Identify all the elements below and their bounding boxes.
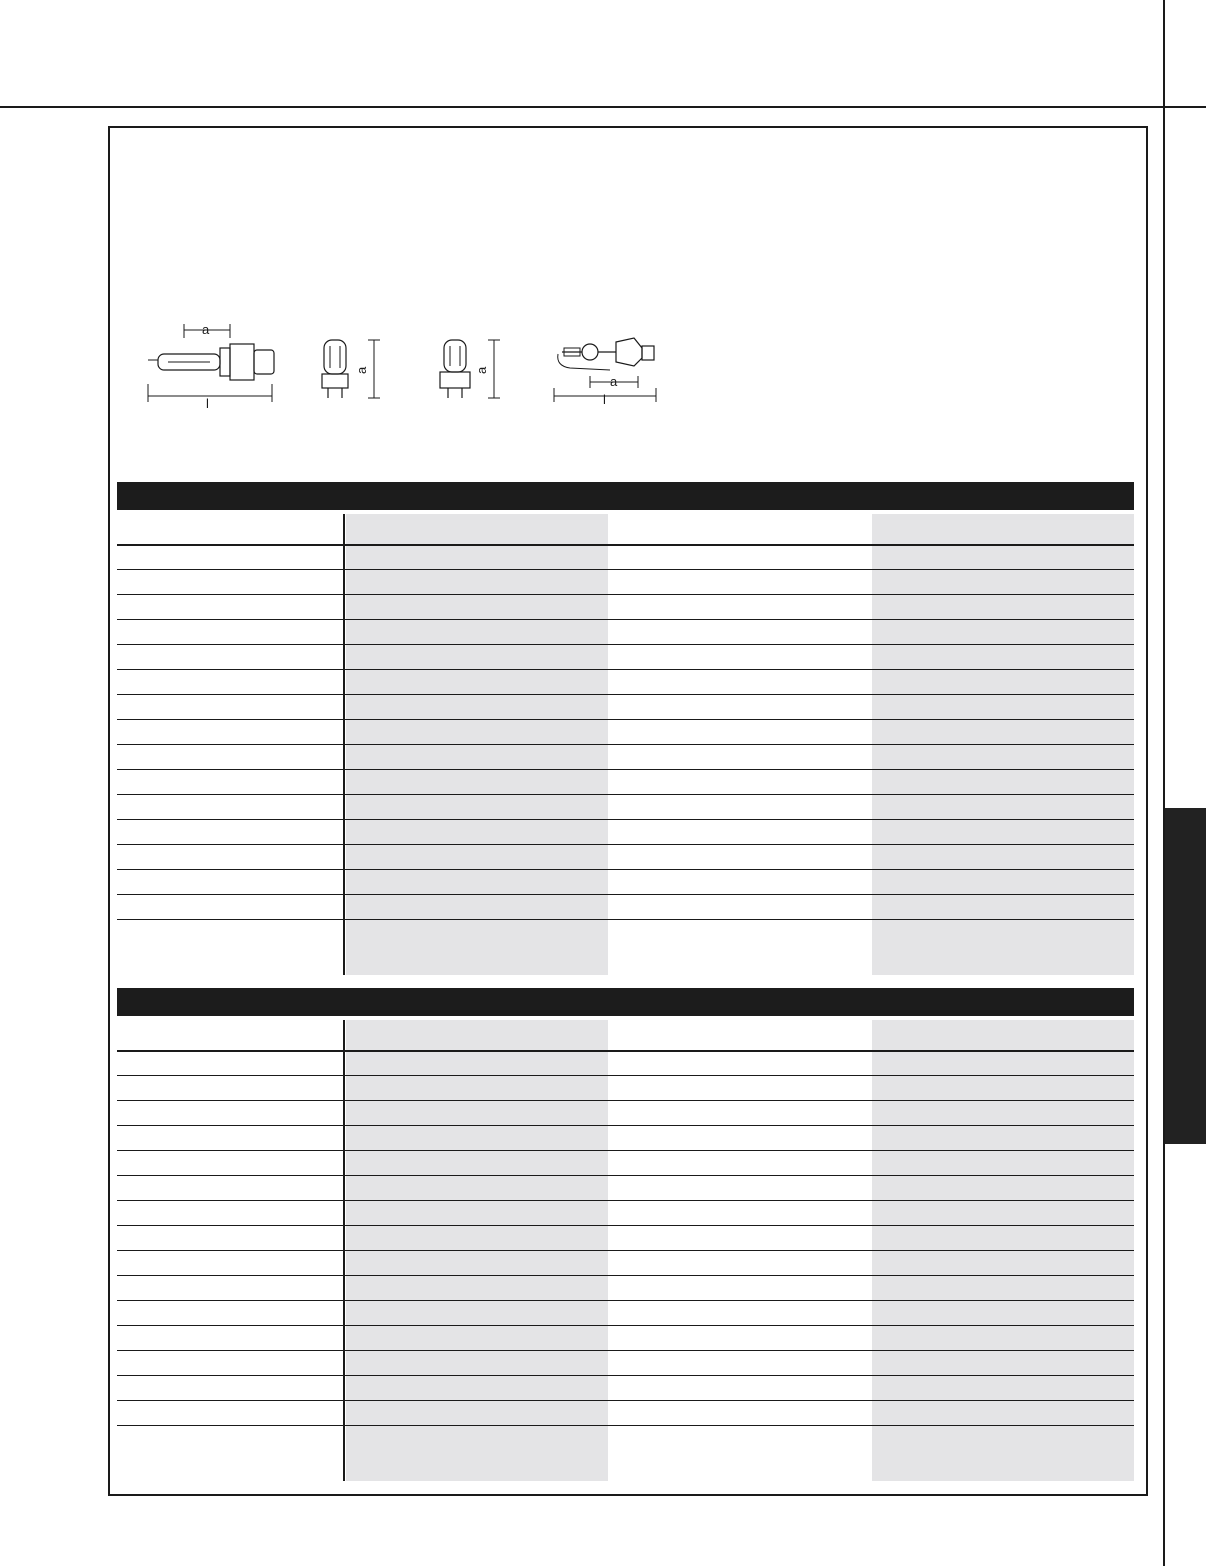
table-cell <box>608 844 872 869</box>
table-cell <box>608 1125 872 1150</box>
diagram-3-label-a: a <box>474 366 489 374</box>
table-cell <box>346 1375 608 1400</box>
table-cell <box>346 514 608 544</box>
table-cell <box>346 1100 608 1125</box>
table-row <box>117 1400 1134 1426</box>
table-cell <box>346 669 608 694</box>
table-row <box>117 544 1134 570</box>
table-row <box>117 844 1134 870</box>
row-label <box>117 1350 342 1375</box>
table-cell <box>872 1020 1134 1050</box>
lamp-diagram-3 <box>432 336 504 409</box>
table-cell <box>608 1350 872 1375</box>
table-cell <box>346 1075 608 1100</box>
lamp-diagram-2 <box>316 336 386 409</box>
table-cell <box>872 769 1134 794</box>
table-cell <box>346 1125 608 1150</box>
table-cell <box>872 1175 1134 1200</box>
table-cell <box>872 1300 1134 1325</box>
row-label <box>117 1250 342 1275</box>
table-cell <box>608 1400 872 1425</box>
table-cell <box>872 844 1134 869</box>
row-label <box>117 1175 342 1200</box>
row-label <box>117 594 342 619</box>
table-row <box>117 769 1134 795</box>
table-row <box>117 1300 1134 1326</box>
table-cell <box>608 1020 872 1050</box>
row-label <box>117 1375 342 1400</box>
table-header-row <box>117 1020 1134 1052</box>
table-cell <box>608 869 872 894</box>
table-cell <box>872 744 1134 769</box>
table-cell <box>872 1375 1134 1400</box>
row-label <box>117 1300 342 1325</box>
table-cell <box>608 1250 872 1275</box>
table-cell <box>872 544 1134 569</box>
row-label <box>117 1200 342 1225</box>
table-cell <box>608 769 872 794</box>
row-label <box>117 1400 342 1425</box>
table-cell <box>872 644 1134 669</box>
table-cell <box>346 1225 608 1250</box>
table-cell <box>608 1050 872 1075</box>
table-row <box>117 569 1134 595</box>
table-row <box>117 869 1134 895</box>
section-2-table <box>117 1020 1134 1481</box>
table-cell <box>608 744 872 769</box>
table-cell <box>872 819 1134 844</box>
table-cell <box>608 1325 872 1350</box>
row-label <box>117 1050 342 1075</box>
table-row <box>117 1200 1134 1226</box>
table-row <box>117 819 1134 845</box>
table-cell <box>346 1175 608 1200</box>
table-cell <box>872 619 1134 644</box>
table-cell <box>872 919 1134 975</box>
table-cell <box>872 1200 1134 1225</box>
table-row <box>117 719 1134 745</box>
table-cell <box>872 594 1134 619</box>
table-row <box>117 919 1134 975</box>
row-label <box>117 544 342 569</box>
diagram-4-label-l: l <box>603 392 606 404</box>
table-cell <box>608 644 872 669</box>
table-row <box>117 669 1134 695</box>
section-1-header-bar <box>117 482 1134 510</box>
table-cell <box>608 544 872 569</box>
row-label <box>117 1075 342 1100</box>
row-label <box>117 1020 342 1050</box>
table-cell <box>608 669 872 694</box>
row-label <box>117 569 342 594</box>
table-cell <box>872 1125 1134 1150</box>
row-label <box>117 669 342 694</box>
table-cell <box>872 1350 1134 1375</box>
table-cell <box>608 619 872 644</box>
diagram-4-label-a: a <box>610 374 618 389</box>
table-cell <box>346 1150 608 1175</box>
table-row <box>117 644 1134 670</box>
table-row <box>117 1175 1134 1201</box>
table-row <box>117 1250 1134 1276</box>
table-cell <box>608 819 872 844</box>
table-cell <box>346 719 608 744</box>
section-1-table <box>117 514 1134 975</box>
table-cell <box>608 1175 872 1200</box>
lamp-diagram-4 <box>550 334 662 409</box>
table-cell <box>608 794 872 819</box>
table-row <box>117 1350 1134 1376</box>
table-cell <box>346 1350 608 1375</box>
lamp-diagram-1 <box>140 318 280 413</box>
table-cell <box>872 1050 1134 1075</box>
section-2 <box>117 988 1134 1481</box>
table-cell <box>608 1225 872 1250</box>
right-margin-rule <box>1163 0 1165 1566</box>
table-cell <box>346 1020 608 1050</box>
table-cell <box>608 594 872 619</box>
table-row <box>117 619 1134 645</box>
row-label <box>117 644 342 669</box>
table-cell <box>872 1100 1134 1125</box>
section-2-header-bar <box>117 988 1134 1016</box>
table-cell <box>608 1275 872 1300</box>
table-row <box>117 1375 1134 1401</box>
table-cell <box>872 514 1134 544</box>
top-rule <box>0 106 1206 108</box>
table-cell <box>872 894 1134 919</box>
table-cell <box>346 919 608 975</box>
row-label <box>117 1125 342 1150</box>
table-cell <box>872 1250 1134 1275</box>
table-cell <box>872 694 1134 719</box>
row-label <box>117 1225 342 1250</box>
table-cell <box>608 1100 872 1125</box>
table-cell <box>346 569 608 594</box>
table-cell <box>346 1050 608 1075</box>
table-header-row <box>117 514 1134 546</box>
table-row <box>117 1275 1134 1301</box>
row-label <box>117 719 342 744</box>
row-label <box>117 694 342 719</box>
table-cell <box>346 544 608 569</box>
table-cell <box>608 919 872 975</box>
table-cell <box>608 1200 872 1225</box>
table-cell <box>346 1325 608 1350</box>
row-label <box>117 1275 342 1300</box>
diagram-1-label-l: l <box>206 396 209 408</box>
table-cell <box>346 1200 608 1225</box>
table-cell <box>346 819 608 844</box>
table-cell <box>872 719 1134 744</box>
table-cell <box>608 1300 872 1325</box>
table-cell <box>608 719 872 744</box>
table-cell <box>346 594 608 619</box>
diagram-2-label-a: a <box>354 366 369 374</box>
table-cell <box>872 569 1134 594</box>
table-cell <box>346 769 608 794</box>
table-cell <box>346 644 608 669</box>
row-label <box>117 894 342 919</box>
section-tab <box>1165 808 1206 1144</box>
table-row <box>117 894 1134 920</box>
table-row <box>117 794 1134 820</box>
row-label <box>117 514 342 544</box>
table-row <box>117 1225 1134 1251</box>
table-cell <box>346 694 608 719</box>
row-label <box>117 619 342 644</box>
row-label <box>117 919 342 975</box>
table-row <box>117 1075 1134 1101</box>
table-cell <box>346 1250 608 1275</box>
row-label <box>117 769 342 794</box>
table-row <box>117 1325 1134 1351</box>
section-1 <box>117 482 1134 975</box>
table-row <box>117 1100 1134 1126</box>
table-cell <box>346 1300 608 1325</box>
table-cell <box>872 869 1134 894</box>
table-cell <box>608 1075 872 1100</box>
table-cell <box>346 844 608 869</box>
row-label <box>117 869 342 894</box>
table-cell <box>608 1375 872 1400</box>
table-row <box>117 1425 1134 1481</box>
row-label <box>117 844 342 869</box>
table-cell <box>346 1275 608 1300</box>
table-cell <box>872 1275 1134 1300</box>
table-row <box>117 694 1134 720</box>
row-label <box>117 1100 342 1125</box>
table-cell <box>608 694 872 719</box>
table-cell <box>872 1075 1134 1100</box>
row-label <box>117 819 342 844</box>
table-cell <box>346 619 608 644</box>
table-cell <box>346 869 608 894</box>
table-cell <box>872 1425 1134 1481</box>
table-cell <box>872 794 1134 819</box>
row-label <box>117 794 342 819</box>
table-cell <box>872 1325 1134 1350</box>
table-cell <box>346 1425 608 1481</box>
row-label <box>117 1325 342 1350</box>
table-row <box>117 744 1134 770</box>
table-cell <box>346 894 608 919</box>
table-cell <box>872 1225 1134 1250</box>
table-cell <box>608 1425 872 1481</box>
table-row <box>117 1150 1134 1176</box>
row-label <box>117 744 342 769</box>
table-cell <box>872 669 1134 694</box>
table-cell <box>608 514 872 544</box>
row-label <box>117 1150 342 1175</box>
table-cell <box>872 1400 1134 1425</box>
table-cell <box>608 894 872 919</box>
diagram-1-label-a: a <box>202 322 210 337</box>
table-cell <box>346 794 608 819</box>
table-row <box>117 1125 1134 1151</box>
table-row <box>117 594 1134 620</box>
table-cell <box>872 1150 1134 1175</box>
row-label <box>117 1425 342 1481</box>
table-cell <box>608 1150 872 1175</box>
table-row <box>117 1050 1134 1076</box>
table-cell <box>346 744 608 769</box>
table-cell <box>608 569 872 594</box>
table-cell <box>346 1400 608 1425</box>
